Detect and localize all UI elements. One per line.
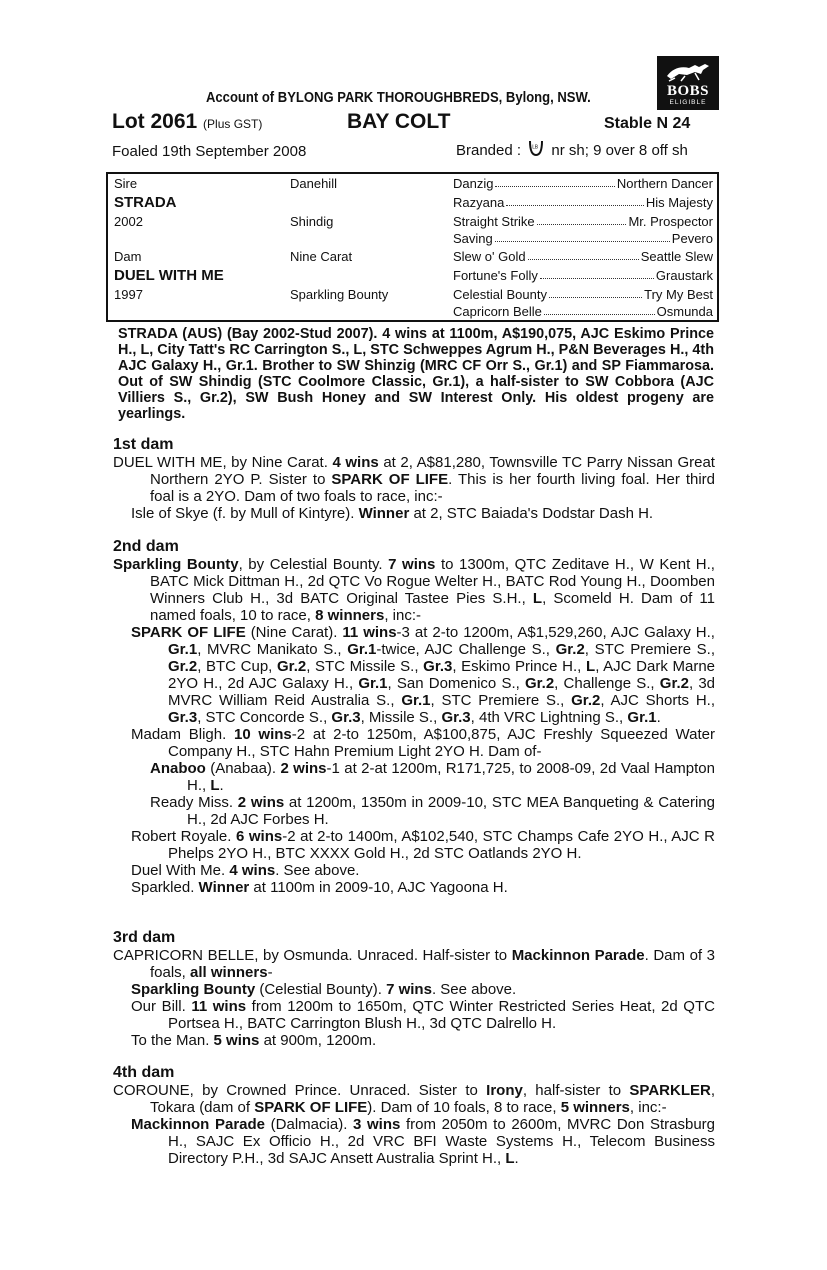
bold-text: 4 wins: [332, 454, 379, 471]
text: -1 at 2-at 1200m, R171,725, to 2008-09, 2d Vaal Hampton H.,: [187, 760, 715, 794]
grandfoal-entry: [113, 794, 715, 828]
text: . See above.: [431, 981, 517, 998]
bold-text: Gr.2: [571, 692, 601, 709]
bold-text: Irony: [486, 1082, 523, 1099]
bold-text: Sparkling Bounty: [131, 981, 256, 998]
bold-text: 7 wins: [386, 981, 432, 998]
text: . Dam of 3 foals,: [150, 947, 715, 981]
brand-mark-icon: [527, 138, 545, 158]
text: , AJC Shorts H.,: [600, 692, 715, 709]
bold-text: Gr.1: [358, 675, 388, 692]
text: , BTC Cup,: [197, 658, 278, 675]
sire-summary: STRADA (AUS) (Bay 2002-Stud 2007). 4 wins at 1100m, A$190,075, AJC Eskimo Prince H., L, City Tatt's RC Carrington S., L, STC Schweppes Agrum H., P&N Beverages H., 4th AJC Galaxy H., Gr.1. Brother to SW Shinzig (MRC CF Orr S., Gr.1) and SP Fiammarosa. Out of SW Shindig (STC Coolmore Classic, Gr.1), a half-sister to SW Cobbora (AJC Villiers S., Gr.2), SW Bush Honey and SW Interest Only. His oldest progeny are yearlings.: [118, 326, 714, 422]
bold-text: 2 wins: [280, 760, 327, 777]
bold-text: Gr.2: [168, 658, 198, 675]
pedigree-table: [106, 172, 719, 322]
sire-sire: Danehill: [290, 176, 337, 191]
bold-text: 5 winners: [560, 1099, 630, 1116]
svg-text:ᴸᴮ: ᴸᴮ: [532, 145, 539, 152]
foal-entry: [113, 505, 715, 522]
text: -: [267, 964, 273, 981]
text: at 2, STC Baiada's Dodstar Dash H.: [409, 505, 654, 522]
text: , AJC Dark Marne 2YO H., 2d AJC Galaxy H.,: [168, 658, 716, 692]
text: at 1100m in 2009-10, AJC Yagoona H.: [249, 879, 508, 896]
text: To the Man.: [131, 1032, 214, 1049]
bold-text: Mackinnon Parade: [511, 947, 645, 964]
text: Our Bill.: [131, 998, 192, 1015]
bold-text: SPARK OF LIFE: [131, 624, 246, 641]
dam-entry: [113, 947, 715, 981]
bold-text: SPARKLER: [629, 1082, 711, 1099]
text: , inc:-: [384, 607, 421, 624]
text: Robert Royale.: [131, 828, 236, 845]
bold-text: 6 wins: [235, 828, 283, 845]
text: (Anabaa).: [205, 760, 281, 777]
text: , Scomeld H. Dam of 11 named foals, 10 to race,: [150, 590, 715, 624]
section-4th-dam: [113, 1064, 715, 1167]
bold-text: Gr.2: [659, 675, 689, 692]
text: .: [514, 1150, 519, 1167]
dam-sire: Nine Carat: [290, 249, 353, 264]
branded-info: Branded : ᴸᴮ nr sh; 9 over 8 off sh: [456, 138, 688, 159]
foaled-date: Foaled 19th September 2008: [112, 143, 307, 160]
ancestor-row: Razyana His Majesty: [453, 195, 713, 210]
text: to 1300m, QTC Zeditave H., W Kent H., BATC Mick Dittman H., 2d QTC Vo Rogue Welter H., BATC Rod Young H., Doomben Winners Club H., 3d BATC Original Tastee Pies S.H.,: [150, 556, 715, 607]
text: at 1200m, 1350m in 2009-10, STC MEA Banqueting & Catering H., 2d AJC Forbes H.: [187, 794, 715, 828]
bold-text: 8 winners: [315, 607, 385, 624]
bold-text: Gr.2: [524, 675, 555, 692]
logo-text: BOBS: [666, 83, 710, 99]
logo-subtext: ELIGIBLE: [669, 99, 707, 106]
text: , MVRC Manikato S.,: [197, 641, 348, 658]
ancestor-row: Danzig Northern Dancer: [453, 176, 713, 191]
bold-text: Gr.2: [277, 658, 307, 675]
foal-entry: [113, 624, 715, 726]
bold-text: 4 wins: [229, 862, 276, 879]
text: at 2, A$81,280, Townsville TC Parry Nissan Great Northern 2YO P. Sister to: [150, 454, 715, 488]
foal-entry: [113, 862, 715, 879]
bold-text: Gr.2: [555, 641, 585, 658]
ancestor-row: Slew o' Gold Seattle Slew: [453, 249, 713, 264]
bold-text: L: [505, 1150, 515, 1167]
bold-text: L: [532, 590, 543, 607]
section-title: 4th dam: [113, 1064, 175, 1081]
text: Sparkled.: [131, 879, 199, 896]
text: at 900m, 1200m.: [259, 1032, 377, 1049]
text: . This is her fourth living foal. Her third foal is a 2YO. Dam of two foals to race, inc:-: [150, 471, 715, 505]
bold-text: SPARK OF LIFE: [254, 1099, 368, 1116]
text: (Celestial Bounty).: [255, 981, 387, 998]
text: .: [656, 709, 661, 726]
bold-text: Winner: [198, 879, 250, 896]
sire-year: 2002: [114, 214, 143, 229]
bold-text: Gr.3: [168, 709, 198, 726]
foal-entry: [113, 828, 715, 862]
bold-text: 2 wins: [237, 794, 285, 811]
ancestor-row: Capricorn Belle Osmunda: [453, 304, 713, 319]
sire-label: Sire: [114, 176, 138, 191]
bold-text: 11 wins: [342, 624, 397, 641]
text: , inc:-: [629, 1099, 667, 1116]
lot-number: Lot 2061 (Plus GST): [112, 110, 263, 133]
bold-text: Gr.1: [347, 641, 377, 658]
dam-dam: Sparkling Bounty: [290, 287, 389, 302]
bold-text: all winners: [190, 964, 268, 981]
foal-entry: [113, 998, 715, 1032]
bobs-logo: [657, 56, 719, 110]
plus-gst: (Plus GST): [203, 117, 263, 131]
bold-text: Anaboo: [150, 760, 206, 777]
section-1st-dam: [113, 436, 715, 522]
bold-text: 5 wins: [213, 1032, 260, 1049]
text: , half-sister to: [522, 1082, 630, 1099]
text: Madam Bligh.: [131, 726, 235, 743]
ancestor-row: Fortune's Folly Graustark: [453, 268, 713, 283]
text: , STC Premiere S.,: [430, 692, 572, 709]
section-3rd-dam: [113, 929, 715, 1049]
text: , Tokara (dam of: [150, 1082, 715, 1116]
dam-entry: [113, 1082, 715, 1116]
text: , Eskimo Prince H.,: [452, 658, 587, 675]
text: Isle of Skye (f. by Mull of Kintyre).: [131, 505, 359, 522]
account-line: Account of BYLONG PARK THOROUGHBREDS, Bylong, NSW.: [206, 90, 591, 106]
ancestor-row: Straight Strike Mr. Prospector: [453, 214, 713, 229]
bold-text: L: [586, 658, 596, 675]
text: -twice, AJC Challenge S.,: [376, 641, 556, 658]
text: from 2050m to 2600m, MVRC Don Strasburg H., SAJC Ex Officio H., 2d VRC BFI Waste Systems H., Telecom Business Directory P.H., 3d SAJC Ansett Australia Sprint H.,: [168, 1116, 716, 1167]
sire-name: STRADA: [114, 194, 177, 211]
text: , STC Premiere S.,: [584, 641, 716, 658]
ancestor-row: Celestial Bounty Try My Best: [453, 287, 713, 302]
text: COROUNE, by Crowned Prince. Unraced. Sister to: [113, 1082, 487, 1099]
foal-entry: [113, 726, 715, 760]
text: Duel With Me.: [131, 862, 230, 879]
text: ). Dam of 10 foals, 8 to race,: [367, 1099, 561, 1116]
text: -2 at 2-to 1250m, A$100,875, AJC Freshly Squeezed Water Company H., STC Hahn Premium Light 2YO H. Dam of-: [168, 726, 715, 760]
section-2nd-dam: [113, 538, 715, 896]
text: Ready Miss.: [150, 794, 238, 811]
text: , Missile S.,: [360, 709, 442, 726]
bold-text: 7 wins: [388, 556, 436, 573]
bold-text: 11 wins: [191, 998, 247, 1015]
text: -3 at 2-to 1200m, A$1,529,260, AJC Galaxy H.,: [396, 624, 715, 641]
text: .: [219, 777, 224, 794]
section-title: 1st dam: [113, 436, 174, 453]
dam-entry: [113, 556, 715, 624]
bold-text: Gr.3: [331, 709, 361, 726]
dam-year: 1997: [114, 287, 143, 302]
grandfoal-entry: [113, 760, 715, 794]
foal-entry: [113, 1032, 715, 1049]
bold-text: SPARK OF LIFE: [331, 471, 449, 488]
text: , 3d MVRC William Reid Australia S.,: [168, 675, 716, 709]
text: , San Domenico S.,: [387, 675, 525, 692]
text: (Nine Carat).: [245, 624, 343, 641]
foal-entry: [113, 879, 715, 896]
ancestor-row: Saving Pevero: [453, 231, 713, 246]
text: from 1200m to 1650m, QTC Winter Restricted Series Heat, 2d QTC Portsea H., BATC Carrington Blush H., 3d QTC Dalrello H.: [168, 998, 715, 1032]
text: . See above.: [275, 862, 360, 879]
text: , STC Concorde S.,: [197, 709, 332, 726]
text: -2 at 2-to 1400m, A$102,540, STC Champs Cafe 2YO H., AJC R Phelps 2YO H., BTC XXXX Gold H., 2d STC Oatlands 2YO H.: [168, 828, 715, 862]
horse-description: BAY COLT: [347, 110, 451, 133]
foal-entry: [113, 1116, 715, 1167]
dam-label: Dam: [114, 249, 142, 264]
dam-name: DUEL WITH ME: [114, 267, 224, 284]
section-title: 2nd dam: [113, 538, 179, 555]
bold-text: Mackinnon Parade: [131, 1116, 266, 1133]
bold-text: L: [210, 777, 220, 794]
text: , by Celestial Bounty.: [238, 556, 389, 573]
bold-text: Winner: [358, 505, 410, 522]
bold-text: Sparkling Bounty: [113, 556, 239, 573]
bold-text: 3 wins: [353, 1116, 401, 1133]
horse-icon: [665, 62, 711, 82]
text: , Challenge S.,: [554, 675, 660, 692]
bold-text: Gr.1: [627, 709, 657, 726]
foal-entry: [113, 981, 715, 998]
text: , STC Missile S.,: [306, 658, 424, 675]
dam-entry: [113, 454, 715, 505]
bold-text: Gr.3: [423, 658, 453, 675]
text: DUEL WITH ME, by Nine Carat.: [113, 454, 333, 471]
text: (Dalmacia).: [265, 1116, 354, 1133]
sire-dam: Shindig: [290, 214, 334, 229]
bold-text: Gr.1: [401, 692, 431, 709]
bold-text: Gr.1: [168, 641, 198, 658]
bold-text: Gr.3: [441, 709, 471, 726]
text: , 4th VRC Lightning S.,: [470, 709, 628, 726]
stable-number: Stable N 24: [604, 115, 691, 132]
bold-text: 10 wins: [234, 726, 292, 743]
section-title: 3rd dam: [113, 929, 176, 946]
text: CAPRICORN BELLE, by Osmunda. Unraced. Half-sister to: [113, 947, 512, 964]
